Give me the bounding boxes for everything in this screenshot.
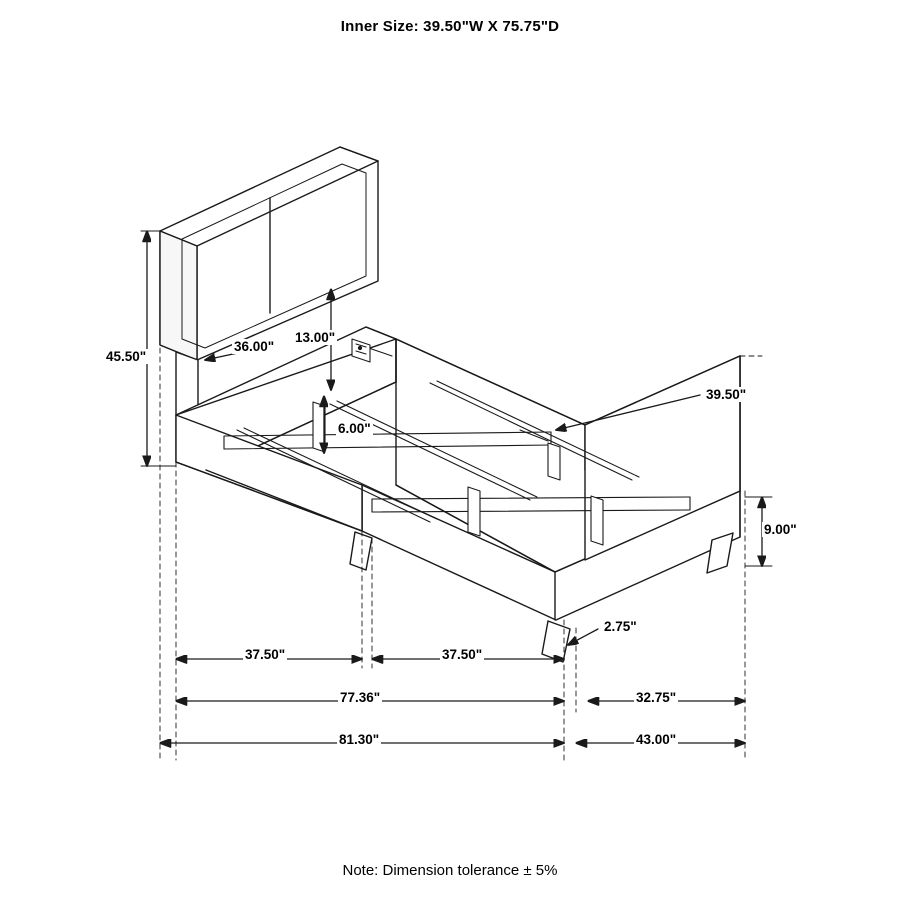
dimension-label-overall-height: 45.50" <box>106 349 147 364</box>
bed-frame <box>176 327 740 620</box>
tolerance-note: Note: Dimension tolerance ± 5% <box>342 862 558 879</box>
dimension-label-slat-clearance: 6.00" <box>338 421 371 436</box>
headboard-shape <box>160 147 378 360</box>
dimension-label-rail-span-right: 37.50" <box>442 647 483 662</box>
dimension-label-inner-width: 39.50" <box>706 387 747 402</box>
dimension-label-rail-span-left: 37.50" <box>245 647 286 662</box>
dimension-label-width-depth: 32.75" <box>636 690 677 705</box>
dimension-label-side-rail-height: 9.00" <box>764 522 797 537</box>
dimension-label-overall-length: 81.30" <box>339 732 380 747</box>
dimension-label-inner-length: 77.36" <box>340 690 381 705</box>
dimension-label-headboard-clearance: 13.00" <box>295 330 336 345</box>
dimension-label-headboard-width: 36.00" <box>234 339 275 354</box>
page-title: Inner Size: 39.50"W X 75.75"D <box>340 18 560 35</box>
dimension-label-leg-height: 2.75" <box>604 619 637 634</box>
dimension-label-overall-width: 43.00" <box>636 732 677 747</box>
